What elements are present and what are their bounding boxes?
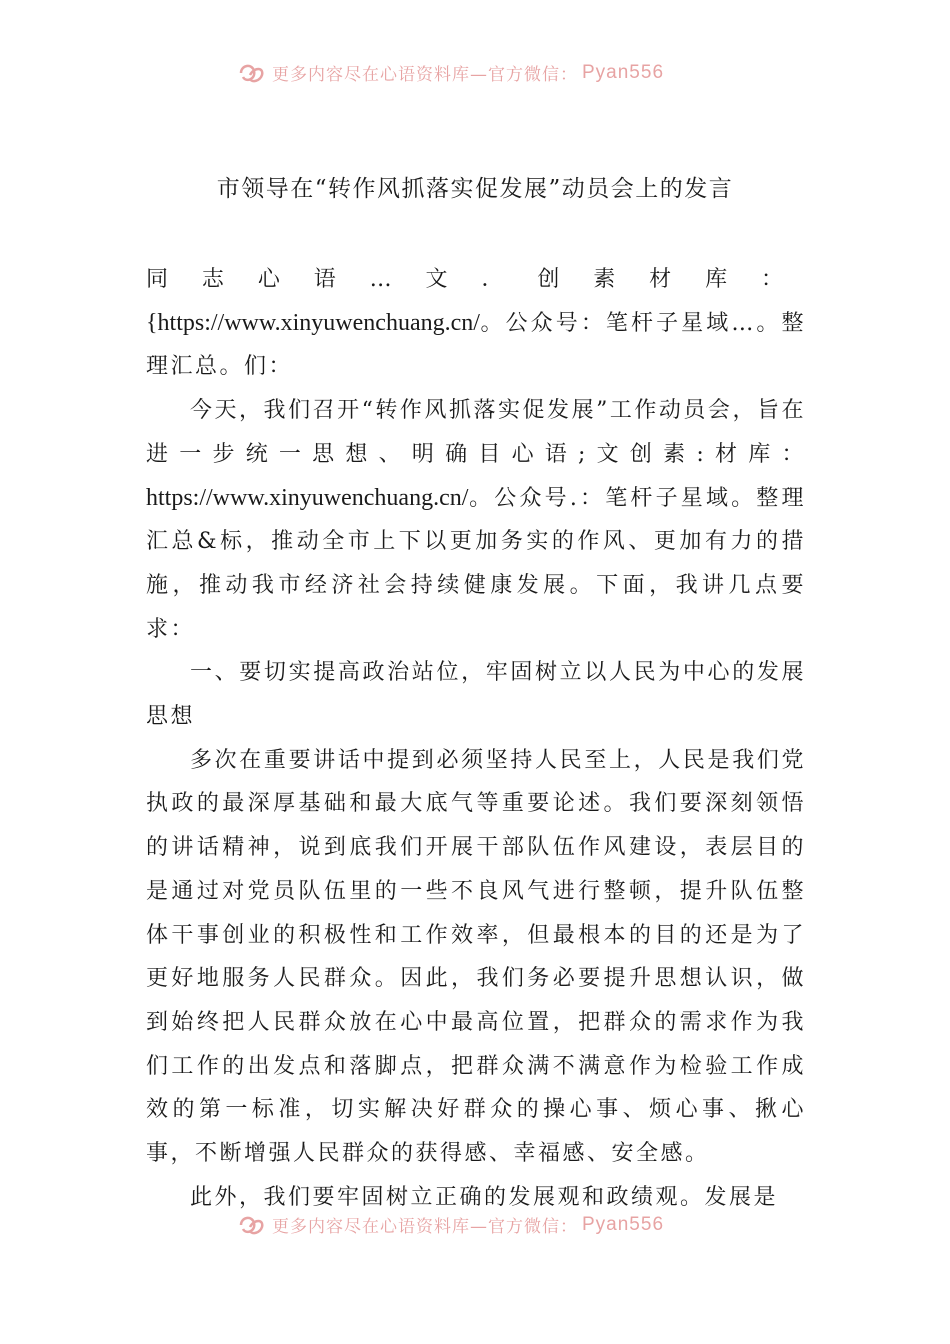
intro-url: {https://www.xinyuwenchuang.cn/: [146, 309, 480, 336]
p1-text-c: &标，推动全市上下以更加务实的作风、更加有力的措施，推动我市经济社会持续健康发展。下面，我讲几点要求：: [146, 529, 806, 642]
watermark-id: Pyan556: [582, 1213, 665, 1235]
intro-text: 同志心语…文．创素材库：: [146, 267, 806, 292]
footer-watermark: [0, 1208, 950, 1238]
p1-text-a: 今天，我们召开“转作风抓落实促发展”工作动员会，旨在进一步统一思想、明确目心语;文创素:材库：: [146, 398, 806, 467]
p1-url: https://www.xinyuwenchuang.cn/: [146, 484, 469, 511]
document-body: [146, 258, 806, 1219]
watermark-id: Pyan556: [582, 61, 665, 83]
p1-text-b: 。公众号.：笔杆子星域。整理汇总: [146, 485, 806, 555]
watermark-logo-icon: [238, 61, 266, 85]
watermark-text: 更多内容尽在心语资料库—官方微信：: [272, 65, 578, 85]
section-heading-1: 一、要切实提高政治站位，牢固树立以人民为中心的发展思想: [146, 660, 806, 730]
watermark-logo-icon: [238, 1213, 266, 1237]
paragraph-2: 多次在重要讲话中提到必须坚持人民至上，人民是我们党执政的最深厚基础和最大底气等重要论述。我们要深刻领悟的讲话精神，说到底我们开展干部队伍作风建设，表层目的是通过对党员队伍里的一些不良风气进行整顿，提升队伍整体干事创业的积极性和工作效率，但最根本的目的还是为了更好地服务人民群众。因此，我们务必要提升思想认识，做到始终把人民群众放在心中最高位置，把群众的需求作为我们工作的出发点和落脚点，把群众满不满意作为检验工作成效的第一标准，切实解决好群众的操心事、烦心事、揪心事，不断增强人民群众的获得感、幸福感、安全感。: [146, 747, 806, 1167]
watermark-text: 更多内容尽在心语资料库—官方微信：: [272, 1217, 578, 1237]
intro-tail: 。公众号：笔杆子星域…。整理汇总。们：: [146, 310, 806, 380]
header-watermark: [0, 56, 950, 86]
paragraph-3: 此外，我们要牢固树立正确的发展观和政绩观。发展是: [190, 1184, 779, 1210]
document-title: 市领导在“转作风抓落实促发展”动员会上的发言: [216, 176, 734, 202]
intro-paragraph: [146, 258, 806, 389]
paragraph-1: [146, 389, 806, 651]
